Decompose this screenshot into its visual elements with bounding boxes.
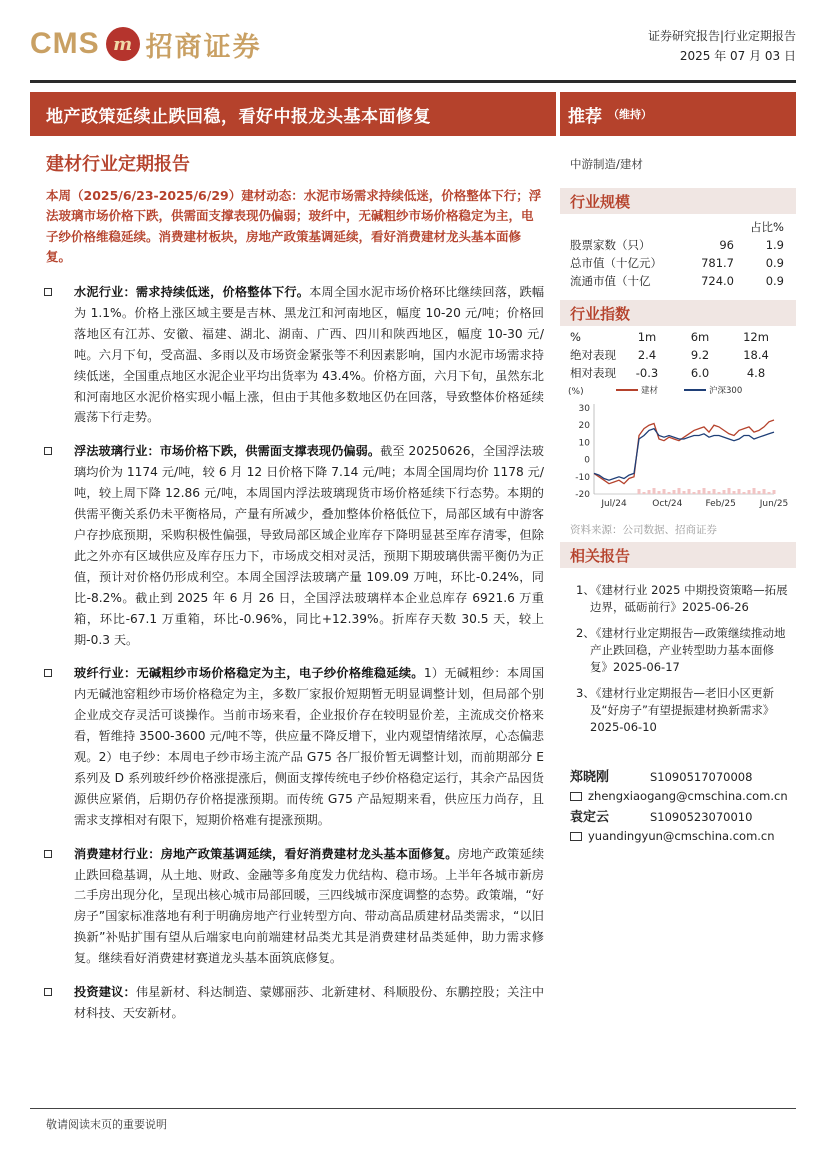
volume-bar xyxy=(648,490,651,494)
bullet-body: 房地产政策延续止跌回稳基调，从土地、财政、金融等多角度发力优结构、稳市场。上半年各城市新房二手房出现分化，呈现出核心城市局部回暖，三四线城市深度调整的态势。政策端，“好房子”国家标准落地有利于明确房地产行业转型方向、带动高品质建材品类需求，“以旧换新”补贴扩围有望从后端家电向前端建材品类尤其是消费建材品类延伸，助力需求修复。继续看好消费建材赛道龙头基本面筑底修复。 xyxy=(74,846,545,966)
item-text[interactable]: 《建材行业 2025 中期投资策略—拓展边界，砥砺前行》2025-06-26 xyxy=(590,583,788,614)
y-tick-label: -20 xyxy=(575,490,590,500)
col-header: 6m xyxy=(690,330,710,344)
table-row xyxy=(570,364,796,382)
cell: 9.2 xyxy=(690,348,710,362)
volume-bar xyxy=(758,491,761,494)
volume-bar xyxy=(638,489,641,494)
analyst-card xyxy=(570,766,796,803)
volume-bar xyxy=(723,490,726,494)
x-tick-label: Jun/25 xyxy=(759,499,789,509)
bullet-body: 伟星新材、科达制造、蒙娜丽莎、北新建材、科顺股份、东鹏控股；关注中材科技、天安新材。 xyxy=(74,985,545,1020)
list-item[interactable] xyxy=(576,685,790,736)
row-value: 781.7 xyxy=(701,256,734,270)
logo-cn-text: 招商证券 xyxy=(145,31,262,63)
email-icon xyxy=(570,792,582,801)
report-title: 地产政策延续止跌回稳，看好中报龙头基本面修复 xyxy=(46,106,431,127)
series-line xyxy=(594,429,774,481)
volume-bar xyxy=(768,492,771,494)
bullet-square-icon xyxy=(44,988,52,996)
rating-banner xyxy=(560,92,796,136)
item-number: 1、 xyxy=(576,583,595,597)
bullet-square-icon xyxy=(44,669,52,677)
row-label: 流通市值（十亿 xyxy=(570,274,651,288)
analyst-code: S1090517070008 xyxy=(650,770,753,784)
volume-bar xyxy=(713,489,716,494)
bullet-body: 截至 20250626，全国浮法玻璃均价为 1174 元/吨，较 6 月 12 日价格下降 7.14 元/吨；本周全国周均价 1178 元/吨，较上周下降 12.86 元/吨，本周国内浮法玻璃现货市场价格延续下行态势。本期的供需平衡关系仍未平衡格局，产量有所减少，叠加整体价格低位下，局部区域有中游客户存抄底预期，采购积极性偏强，导致局部区域企业库存下降明显甚至库存清零，但除此之外亦有区域供应及库存压力下，市场成交相对灵活，预期下期玻璃供需平衡仍为正值，预计对价格仍形成利空。本周全国浮法玻璃产量 109.09 万吨，环比-0.24%，同比-8.2%。截止到 2025 年 6 月 26 日，全国浮法玻璃样本企业总库存 6921.6 万重箱，环比-67.1 万重箱，环比-0.96%，同比+12.39%。折库存天数 30.5 天，较上期-0.3 天。 xyxy=(74,444,544,647)
legend-label: 沪深300 xyxy=(709,386,743,396)
bullet-body: 1）无碱粗纱：本周国内无碱池窑粗纱市场价格稳定为主，多数厂家报价短期暂无明显调整计划，但局部个别企业成交存灵活可谈操作。当前市场来看，企业报价存在较明显价差，主流成交价格来看，暂维持 3500-3600 元/吨不等，供应量不降反增下，业内观望情绪浓厚，心态偏悲观。2）电子纱：本周电子纱市场主流产品 G75 各厂报价暂无调整计划，而前期部分 E 系列及 D 系列玻纤纱价格涨提涨后，侧面支撑传统电子纱价格稳定运行，其余产品因货源供应紧俏，后期仍存价格提涨预期。而传统 G75 产品短期来看，供应压力尚存，且需求支撑相对有限下，短期价格难有提涨预期。 xyxy=(74,666,545,827)
bullet-head: 投资建议： xyxy=(74,985,136,1000)
volume-bar xyxy=(668,492,671,494)
table-row xyxy=(570,254,796,272)
table-row xyxy=(570,346,796,364)
x-tick-label: Feb/25 xyxy=(705,499,736,509)
report-type: 证券研究报告|行业定期报告 xyxy=(647,29,796,43)
col-header: 1m xyxy=(637,330,657,344)
title-banner xyxy=(30,92,556,136)
bullet-head: 玻纤行业：无碱粗纱市场价格稳定为主，电子纱价格维稳延续。 xyxy=(74,666,424,681)
index-header-row xyxy=(570,328,796,346)
summary-paragraph: 本周（2025/6/23-2025/6/29）建材动态：水泥市场需求持续低迷，价格整体下行；浮法玻璃市场价格下跌，供需面支撑表现仍偏弱；玻纤中，无碱粗纱市场价格稳定为主，电子纱价格维稳延续。消费建材板块，房地产政策基调延续，看好消费建材龙头基本面修复。 xyxy=(46,188,542,265)
bullet-investment xyxy=(44,982,544,1024)
volume-bar xyxy=(753,488,756,494)
volume-bar xyxy=(688,489,691,494)
series-line xyxy=(594,420,774,484)
volume-bar xyxy=(773,490,776,494)
report-meta xyxy=(648,26,796,66)
bullet-square-icon xyxy=(44,288,52,296)
row-label: 总市值（十亿元） xyxy=(570,256,662,270)
cell: 2.4 xyxy=(637,348,657,362)
analyst-card xyxy=(570,806,796,843)
bullet-head: 消费建材行业：房地产政策基调延续，看好消费建材龙头基本面修复。 xyxy=(74,846,458,861)
rating-sub: （维持） xyxy=(608,108,652,121)
item-number: 3、 xyxy=(576,686,595,700)
volume-bar xyxy=(728,488,731,494)
scale-header-row xyxy=(570,218,796,236)
item-number: 2、 xyxy=(576,626,595,640)
report-date: 2025 年 07 月 03 日 xyxy=(679,49,796,63)
bullet-cement xyxy=(44,282,544,428)
volume-bar xyxy=(748,490,751,494)
y-tick-label: -10 xyxy=(575,472,590,483)
company-logo xyxy=(30,22,262,66)
list-item[interactable] xyxy=(576,625,790,676)
related-heading: 相关报告 xyxy=(560,542,796,568)
volume-bar xyxy=(698,490,701,494)
bullet-square-icon xyxy=(44,447,52,455)
bullet-fiberglass xyxy=(44,663,544,830)
col-header: % xyxy=(570,330,581,344)
volume-bar xyxy=(643,492,646,494)
volume-bar xyxy=(733,491,736,494)
chart-source: 资料来源：公司数据、招商证券 xyxy=(570,524,717,536)
y-tick-label: 0 xyxy=(584,455,590,466)
logo-text: CMS xyxy=(30,27,100,60)
y-tick-label: 20 xyxy=(578,421,590,432)
bullet-consumer xyxy=(44,844,544,969)
analyst-name: 郑晓刚 xyxy=(570,770,610,785)
volume-bar xyxy=(678,488,681,494)
header-divider xyxy=(30,80,796,83)
list-item[interactable] xyxy=(576,582,790,616)
volume-bar xyxy=(718,492,721,494)
footer-divider xyxy=(30,1108,796,1109)
item-text[interactable]: 《建材行业定期报告—老旧小区更新及“好房子”有望提振建材换新需求》2025-06-10 xyxy=(590,686,775,734)
analyst-email[interactable]: yuandingyun@cmschina.com.cn xyxy=(588,829,775,843)
volume-bar xyxy=(743,492,746,494)
row-label: 股票家数（只） xyxy=(570,238,651,252)
volume-bar xyxy=(683,491,686,494)
logo-mark-icon: m xyxy=(106,27,140,61)
bullet-glass xyxy=(44,441,544,650)
index-table xyxy=(570,328,796,382)
volume-bar xyxy=(653,488,656,494)
x-tick-label: Oct/24 xyxy=(652,499,683,509)
performance-chart xyxy=(560,382,796,520)
row-pct: 0.9 xyxy=(765,256,784,270)
item-text[interactable]: 《建材行业定期报告—政策继续推动地产止跌回稳，产业转型助力基本面修复》2025-06-17 xyxy=(590,626,786,674)
row-label: 相对表现 xyxy=(570,366,616,380)
volume-bar xyxy=(693,492,696,494)
bullet-square-icon xyxy=(44,850,52,858)
volume-bar xyxy=(763,489,766,494)
table-row xyxy=(570,236,796,254)
industry-category: 中游制造/建材 xyxy=(570,157,643,171)
bullet-head: 水泥行业：需求持续低迷，价格整体下行。 xyxy=(74,285,310,299)
scale-heading: 行业规模 xyxy=(560,188,796,214)
bullet-head: 浮法玻璃行业：市场价格下跌，供需面支撑表现仍偏弱。 xyxy=(74,444,381,459)
legend-label: 建材 xyxy=(641,386,659,396)
bullet-list xyxy=(44,282,544,1024)
volume-bar xyxy=(708,491,711,494)
table-row xyxy=(570,272,796,290)
y-axis-label: (%) xyxy=(568,387,584,397)
analyst-code: S1090523070010 xyxy=(650,810,753,824)
footer-note: 敬请阅读末页的重要说明 xyxy=(46,1118,167,1131)
scale-table xyxy=(570,218,796,290)
row-pct: 1.9 xyxy=(765,238,784,252)
report-subtitle: 建材行业定期报告 xyxy=(46,154,190,175)
volume-bar xyxy=(738,489,741,494)
row-value: 96 xyxy=(719,238,734,252)
cell: 18.4 xyxy=(743,348,769,362)
y-tick-label: 30 xyxy=(578,404,590,414)
analyst-email[interactable]: zhengxiaogang@cmschina.com.cn xyxy=(588,789,788,803)
volume-bar xyxy=(703,488,706,494)
row-value: 724.0 xyxy=(701,274,734,288)
y-tick-label: 10 xyxy=(578,438,590,449)
row-pct: 0.9 xyxy=(765,274,784,288)
bullet-body: 本周全国水泥市场价格环比继续回落，跌幅为 1.1%。价格上涨区域主要是吉林、黑龙江和河南地区，幅度 10-20 元/吨；价格回落地区有江苏、安徽、福建、湖北、湖南、广西、四川和陕西地区，幅度 10-30 元/吨。六月下旬，受高温、多雨以及市场资金紧张等不利因素影响，国内水泥市场需求持续低迷，全国重点地区水泥企业平均出货率为 43.4%。价格方面，六月下旬，虽然东北和河南地区水泥价格实现小幅上涨，但由于其他多数地区仍在回落，导致整体价格延续震荡下行走势。 xyxy=(74,285,545,425)
related-reports xyxy=(576,582,790,745)
cell: 4.8 xyxy=(746,366,766,380)
analyst-name: 袁定云 xyxy=(570,810,610,825)
cell: -0.3 xyxy=(635,366,659,380)
col-header: 12m xyxy=(743,330,769,344)
rating-label: 推荐 xyxy=(568,106,602,127)
x-tick-label: Jul/24 xyxy=(601,499,627,509)
index-heading: 行业指数 xyxy=(560,300,796,326)
volume-bar xyxy=(658,491,661,494)
email-icon xyxy=(570,832,582,841)
volume-bar xyxy=(663,489,666,494)
cell: 6.0 xyxy=(690,366,710,380)
scale-col-header: 占比% xyxy=(750,220,784,234)
volume-bar xyxy=(673,490,676,494)
row-label: 绝对表现 xyxy=(570,348,616,362)
